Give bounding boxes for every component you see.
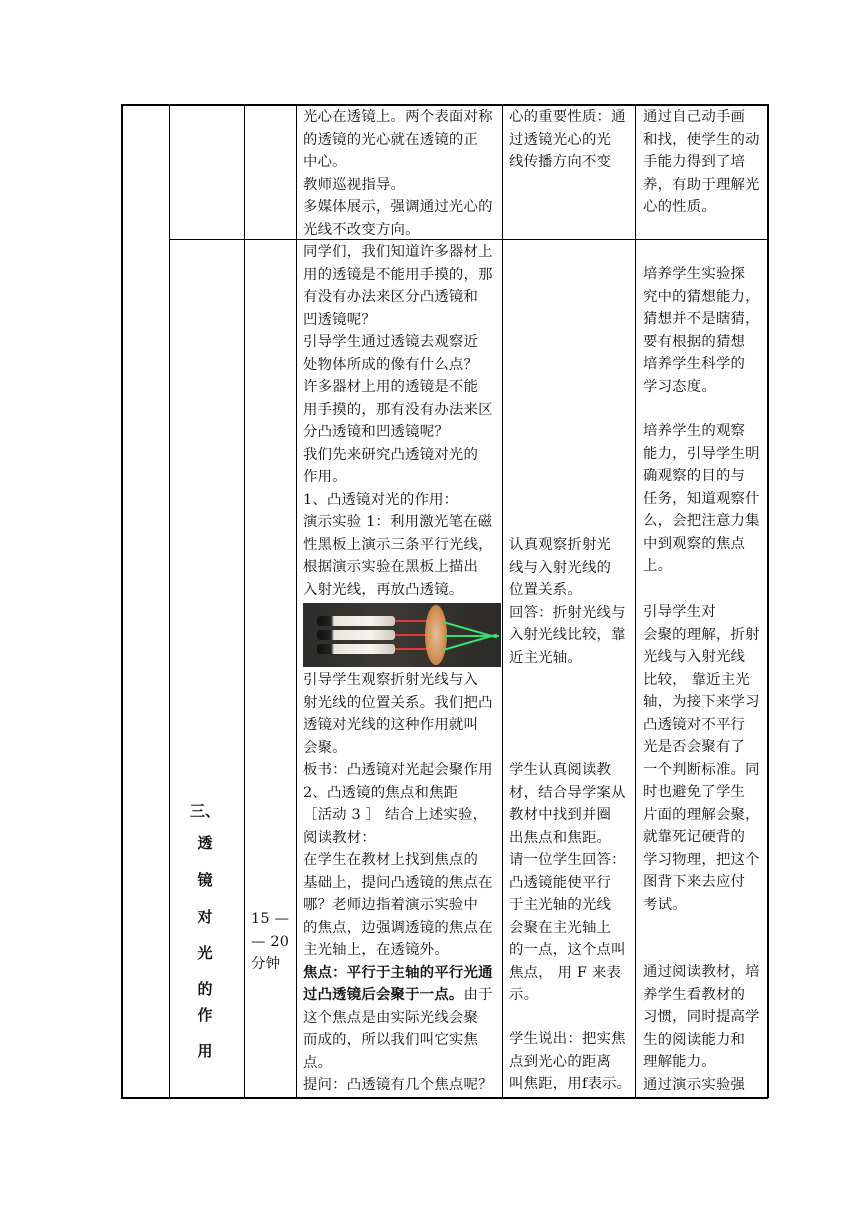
text-line: 主光轴上，在透镜外。 <box>303 942 449 958</box>
text-line: 光线与入射光线 <box>643 649 746 665</box>
text-line: 同学们，我们知道许多器材上 <box>303 244 493 260</box>
text-line: 处物体所成的像有什么点？ <box>303 356 479 373</box>
text-line: 提问：凸透镜有几个焦点呢？ <box>303 1077 493 1093</box>
teacher-activity-main-b <box>303 669 499 1097</box>
section-title-char: 对 <box>197 908 213 926</box>
text-line: 射光线的位置关系。我们把凸 <box>303 694 493 711</box>
table-left-border <box>121 104 123 1098</box>
text-line: 教师巡视指导。 <box>303 176 406 193</box>
text-line: 图背下来去应付 <box>643 874 746 890</box>
text-line: 哪？老师边指着演示实验中 <box>303 897 479 913</box>
design-intent-top <box>643 106 765 219</box>
text-line: 光心在透镜上。两个表面对称 <box>303 109 493 125</box>
text-line: 比较， 靠近主光 <box>643 671 750 688</box>
student-activity-top <box>509 106 633 174</box>
text-line: 示。 <box>509 987 539 1003</box>
design-intent-main-c <box>643 601 765 916</box>
text-line: 学习物理，把这个 <box>643 851 760 868</box>
text-line: 能力，引导学生明 <box>643 445 760 462</box>
design-intent-main-d <box>643 961 765 1096</box>
section-number: 三、 <box>190 802 221 820</box>
text-line: 上。 <box>643 558 673 574</box>
text-line: 考试。 <box>643 896 687 913</box>
table-bottom-border <box>121 1097 768 1099</box>
text-line: 任务，知道观察什 <box>643 490 760 507</box>
text-line: 出焦点和焦距。 <box>509 829 612 846</box>
text-line: 光线不改变方向。 <box>303 221 420 238</box>
text-line: 时也避免了学生 <box>643 784 746 800</box>
teacher-activity-top <box>303 106 499 241</box>
text-line: 生的阅读能力和 <box>643 1031 746 1048</box>
text-line: 通过演示实验强 <box>643 1076 746 1093</box>
text-line: 15 — <box>251 911 290 927</box>
text-line: 这个焦点是由实际光线会聚 <box>303 1009 479 1026</box>
focus-definition-cont <box>303 984 499 1007</box>
text-line: 分钟 <box>251 956 281 972</box>
text-line: 演示实验 1：利用激光笔在磁 <box>303 514 493 530</box>
laser-convex-lens-photo <box>303 603 501 667</box>
text-line: 培养学生科学的 <box>643 356 746 372</box>
text-line: 会聚的理解，折射 <box>643 626 760 643</box>
text-line: 习惯，同时提高学 <box>643 1009 760 1025</box>
text-line: 板书：凸透镜对光起会聚作用 <box>303 762 493 778</box>
text-line: 分凸透镜和凹透镜呢？ <box>303 424 449 440</box>
text-line: 要有根据的猜想 <box>643 333 746 350</box>
col-divider <box>244 104 245 1098</box>
text-line: 引导学生通过透镜去观察近 <box>303 334 479 350</box>
text-line: 而成的，所以我们叫它实焦 <box>303 1032 479 1048</box>
text-line: 线与入射光线的 <box>509 559 612 576</box>
text-line: 光是否会聚有了 <box>643 739 746 755</box>
laser-beam <box>395 620 429 622</box>
table-right-border <box>767 104 769 1098</box>
focus-definition: 焦点：平行于主轴的平行光通 <box>303 963 493 981</box>
text-span: 由于 <box>463 987 493 1003</box>
refracted-beam <box>443 635 499 637</box>
student-activity-main-c <box>509 1028 633 1096</box>
text-line: 和找，使学生的动 <box>643 131 760 148</box>
teacher-activity-main-a <box>303 241 499 601</box>
text-line: 确观察的目的与 <box>643 468 746 484</box>
col-divider <box>635 104 636 1098</box>
bold-text: 过凸透镜后会聚于一点。 <box>303 986 464 1003</box>
text-line: 凹透镜呢？ <box>303 311 376 328</box>
text-line: 引导学生观察折射光线与入 <box>303 672 479 688</box>
text-line: ［活动 3 ］ 结合上述实验， <box>303 807 488 823</box>
text-line: 我们先来研究凸透镜对光的 <box>303 446 479 463</box>
text-line: 位置关系。 <box>509 582 582 598</box>
text-line: 教材中找到并圈 <box>509 807 612 823</box>
text-line: 阅读教材： <box>303 829 376 846</box>
section-title-char: 光 <box>197 944 213 962</box>
text-line: 心的重要性质：通 <box>509 109 626 125</box>
text-line: 心的性质。 <box>643 199 716 215</box>
text-line: 线传播方向不变 <box>509 154 612 170</box>
text-line: 1、凸透镜对光的作用： <box>303 491 459 508</box>
student-activity-main-a <box>509 534 633 669</box>
text-line: 理解能力。 <box>643 1054 716 1070</box>
text-line: 片面的理解会聚， <box>643 806 760 823</box>
text-line: 一个判断标准。同 <box>643 761 760 778</box>
text-line: 许多器材上用的透镜是不能 <box>303 379 479 395</box>
text-line: 过透镜光心的光 <box>509 131 612 148</box>
text-line: 养学生看教材的 <box>643 986 746 1003</box>
text-line: 的一点，这个点叫 <box>509 942 626 958</box>
laser-beam <box>395 634 429 636</box>
text-line: 回答：折射光线与 <box>509 604 626 621</box>
text-line: 有没有办法来区分凸透镜和 <box>303 289 479 305</box>
section-title-char: 作 <box>197 1006 213 1024</box>
text-line: 透镜对光线的这种作用就叫 <box>303 717 479 733</box>
text-line: 入射光线比较，靠 <box>509 627 626 643</box>
laser-pen <box>317 644 395 654</box>
text-line: 的透镜的光心就在透镜的正 <box>303 131 479 148</box>
text-line: 用的透镜是不能用手摸的，那 <box>303 266 493 283</box>
text-line: 材，结合导学案从 <box>509 784 626 801</box>
text-line: 猜想并不是瞎猜， <box>643 311 760 327</box>
text-line: 会聚在主光轴上 <box>509 919 612 936</box>
text-line: 点。 <box>303 1054 333 1071</box>
text-line: 2、凸透镜的焦点和焦距 <box>303 784 459 801</box>
text-line: — 20 <box>251 933 290 950</box>
text-line: 多媒体展示，强调通过光心的 <box>303 199 493 215</box>
text-line: 学生说出：把实焦 <box>509 1031 626 1047</box>
text-line: 焦点， 用 F 来表 <box>509 964 622 981</box>
text-line: 学生认真阅读教 <box>509 762 612 778</box>
text-line: 在学生在教材上找到焦点的 <box>303 852 479 868</box>
text-line: 就靠死记硬背的 <box>643 829 746 845</box>
text-line: 养，有助于理解光 <box>643 176 760 193</box>
text-line: 根据演示实验在黑板上描出 <box>303 559 479 575</box>
text-line: 通过自己动手画 <box>643 109 746 125</box>
time-allocation <box>251 908 295 976</box>
text-line: 培养学生的观察 <box>643 423 746 439</box>
text-line: 近主光轴。 <box>509 649 582 666</box>
text-line: 培养学生实验探 <box>643 266 746 282</box>
text-line: 性黑板上演示三条平行光线， <box>303 536 493 553</box>
text-line: 会聚。 <box>303 739 347 756</box>
text-line: 凸透镜对不平行 <box>643 716 746 733</box>
text-line: 基础上，提问凸透镜的焦点在 <box>303 874 493 891</box>
section-title-char: 镜 <box>197 871 213 889</box>
text-line: 引导学生对 <box>643 604 716 620</box>
text-line: 的焦点，边强调透镜的焦点在 <box>303 919 493 936</box>
text-line: 入射光线，再放凸透镜。 <box>303 581 464 598</box>
student-activity-main-b <box>509 759 633 1007</box>
text-line: 用手摸的，那有没有办法来区 <box>303 401 493 418</box>
col-divider <box>169 104 170 1098</box>
laser-pen <box>317 616 395 626</box>
section-title-char: 用 <box>197 1042 213 1060</box>
text-line: 凸透镜能使平行 <box>509 874 612 891</box>
text-line: 手能力得到了培 <box>643 154 746 170</box>
text-line: 究中的猜想能力， <box>643 288 760 305</box>
text-line: 学习态度。 <box>643 378 716 395</box>
col-divider <box>296 104 297 1098</box>
laser-beam <box>395 648 429 650</box>
text-line: 叫焦距，用f表示。 <box>509 1076 632 1092</box>
text-line: 作用。 <box>303 469 347 485</box>
text-line: 通过阅读教材，培 <box>643 964 760 980</box>
laser-pen <box>317 630 395 640</box>
text-line: 认真观察折射光 <box>509 537 612 553</box>
text-line: 点到光心的距离 <box>509 1053 612 1070</box>
text-line: 么，会把注意力集 <box>643 513 760 529</box>
design-intent-main-a <box>643 263 765 398</box>
col-divider <box>502 104 503 1098</box>
design-intent-main-b <box>643 420 765 578</box>
text-line: 中到观察的焦点 <box>643 535 746 552</box>
section-title-char: 的 <box>197 980 213 998</box>
text-line: 轴，为接下来学习 <box>643 694 760 710</box>
text-line: 中心。 <box>303 154 347 170</box>
text-line: 于主光轴的光线 <box>509 897 612 913</box>
text-line: 请一位学生回答： <box>509 852 626 868</box>
section-title-char: 透 <box>197 834 213 852</box>
